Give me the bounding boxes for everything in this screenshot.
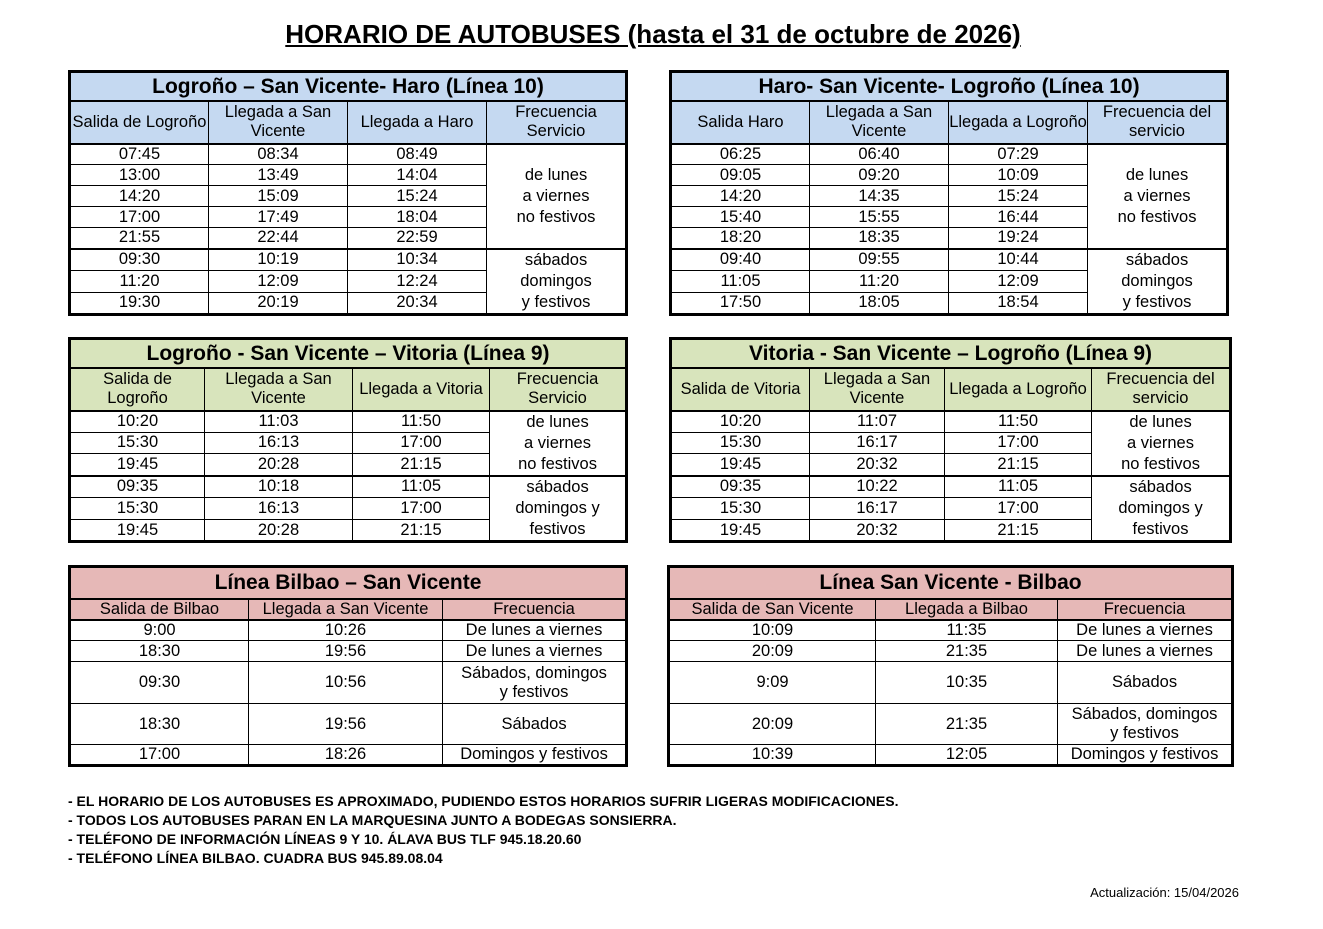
cell: 14:04 [348,165,487,186]
cell: 21:15 [353,454,490,476]
cell: 15:40 [671,207,810,228]
table-title: Línea Bilbao – San Vicente [70,567,627,599]
table-row [669,620,1233,641]
column-header: Frecuencia Servicio [487,101,627,144]
note-line: - TELÉFONO LÍNEA BILBAO. CUADRA BUS 945.89.08.04 [68,850,443,866]
cell: 20:09 [669,641,876,662]
cell: 17:00 [70,207,209,228]
page-title: HORARIO DE AUTOBUSES (hasta el 31 de octubre de 2026) [285,19,1021,49]
cell: 15:30 [70,498,205,520]
timetable-logrono-haro [68,70,628,316]
cell: De lunes a viernes [1058,641,1233,662]
cell: 12:05 [876,745,1058,766]
cell: 11:03 [205,411,353,433]
cell: 17:00 [353,432,490,454]
cell: 17:00 [70,745,249,766]
cell: 17:00 [945,498,1092,520]
column-header: Salida de San Vicente [669,599,876,620]
table-row [671,411,1231,433]
cell: 11:50 [353,411,490,433]
table-row [671,476,1231,498]
cell: 13:00 [70,165,209,186]
cell: 13:49 [209,165,348,186]
cell: 11:05 [945,476,1092,498]
cell: 20:32 [810,454,945,476]
cell: 09:30 [70,662,249,704]
cell: 09:55 [810,249,949,271]
cell: 10:39 [669,745,876,766]
column-header: Frecuencia [443,599,627,620]
cell: 19:45 [671,520,810,542]
frequency-cell: sábados domingos y festivos [487,249,627,315]
note-line: - EL HORARIO DE LOS AUTOBUSES ES APROXIMADO, PUDIENDO ESTOS HORARIOS SUFRIR LIGERAS MODIFICACIONES. [68,793,899,809]
timetable-haro-logrono [669,70,1229,316]
timetable-bilbao-san-vicente [68,565,628,767]
table-row [70,249,627,271]
table-row [669,662,1233,704]
cell: 19:56 [249,704,443,745]
cell: 14:20 [671,186,810,207]
cell: 10:34 [348,249,487,271]
column-header: Frecuencia [1058,599,1233,620]
column-header: Salida de Logroño [70,101,209,144]
column-header: Llegada a Logroño [945,368,1092,411]
column-header: Llegada a San Vicente [810,101,949,144]
table-row [70,662,627,704]
timetable-san-vicente-bilbao [667,565,1234,767]
cell: 15:30 [70,432,205,454]
cell: 15:09 [209,186,348,207]
cell: 18:26 [249,745,443,766]
cell: 18:04 [348,207,487,228]
cell: 20:34 [348,292,487,314]
cell: 10:09 [949,165,1088,186]
cell: 10:09 [669,620,876,641]
cell: 19:45 [671,454,810,476]
cell: 21:15 [353,520,490,542]
table-row [669,745,1233,766]
table-row [70,745,627,766]
cell: 18:05 [810,292,949,314]
cell: 10:19 [209,249,348,271]
cell: 11:05 [671,270,810,292]
column-header: Salida de Vitoria [671,368,810,411]
cell: 16:13 [205,498,353,520]
cell: 20:09 [669,704,876,745]
cell: 11:50 [945,411,1092,433]
cell: 9:09 [669,662,876,704]
column-header: Llegada a San Vicente [209,101,348,144]
cell: 09:35 [671,476,810,498]
column-header: Frecuencia del servicio [1092,368,1231,411]
frequency-cell: sábados domingos y festivos [490,476,627,542]
cell: 18:35 [810,228,949,249]
cell: 15:30 [671,498,810,520]
cell: 07:29 [949,144,1088,165]
frequency-cell: sábados domingos y festivos [1088,249,1228,315]
cell: 12:24 [348,270,487,292]
cell: 19:30 [70,292,209,314]
cell: 09:20 [810,165,949,186]
cell: 18:20 [671,228,810,249]
table-row [669,641,1233,662]
cell: 11:35 [876,620,1058,641]
cell: 12:09 [949,270,1088,292]
cell: 06:40 [810,144,949,165]
table-row [70,476,627,498]
cell: 21:55 [70,228,209,249]
cell: 14:20 [70,186,209,207]
cell: De lunes a viernes [443,641,627,662]
table-row [671,249,1228,271]
cell: 21:15 [945,520,1092,542]
cell: 11:20 [810,270,949,292]
cell: 10:20 [671,411,810,433]
cell: De lunes a viernes [1058,620,1233,641]
cell: 14:35 [810,186,949,207]
cell: 20:28 [205,520,353,542]
cell: 17:50 [671,292,810,314]
cell: 20:28 [205,454,353,476]
cell: 10:26 [249,620,443,641]
update-date: Actualización: 15/04/2026 [1090,885,1239,900]
frequency-cell: sábados domingos y festivos [1092,476,1231,542]
cell: Domingos y festivos [443,745,627,766]
cell: Domingos y festivos [1058,745,1233,766]
column-header: Llegada a Haro [348,101,487,144]
cell: 22:44 [209,228,348,249]
column-header: Salida de Bilbao [70,599,249,620]
cell: 08:49 [348,144,487,165]
cell: 11:20 [70,270,209,292]
timetable-logrono-vitoria [68,337,628,543]
table-row [70,704,627,745]
column-header: Salida de Logroño [70,368,205,411]
cell: 21:35 [876,704,1058,745]
cell: Sábados, domingos y festivos [1058,704,1233,745]
cell: 18:30 [70,641,249,662]
cell: 17:00 [353,498,490,520]
timetable-vitoria-logrono [669,337,1232,543]
column-header: Frecuencia Servicio [490,368,627,411]
cell: 07:45 [70,144,209,165]
cell: 16:17 [810,498,945,520]
cell: 08:34 [209,144,348,165]
table-row [70,144,627,165]
table-title: Logroño – San Vicente- Haro (Línea 10) [70,72,627,101]
column-header: Llegada a San Vicente [205,368,353,411]
cell: 10:22 [810,476,945,498]
column-header: Llegada a San Vicente [810,368,945,411]
cell: 10:56 [249,662,443,704]
cell: 09:05 [671,165,810,186]
cell: 22:59 [348,228,487,249]
table-title: Vitoria - San Vicente – Logroño (Línea 9) [671,339,1231,368]
cell: 15:55 [810,207,949,228]
cell: 10:20 [70,411,205,433]
cell: 10:44 [949,249,1088,271]
cell: De lunes a viernes [443,620,627,641]
cell: Sábados [443,704,627,745]
notes [68,792,898,868]
cell: 09:30 [70,249,209,271]
cell: 18:54 [949,292,1088,314]
table-row [669,704,1233,745]
frequency-cell: de lunes a viernes no festivos [490,411,627,476]
cell: 21:15 [945,454,1092,476]
cell: 09:40 [671,249,810,271]
cell: 11:07 [810,411,945,433]
column-header: Salida Haro [671,101,810,144]
column-header: Llegada a Bilbao [876,599,1058,620]
frequency-cell: de lunes a viernes no festivos [487,144,627,249]
cell: 15:24 [348,186,487,207]
cell: 16:17 [810,432,945,454]
cell: 20:19 [209,292,348,314]
cell: 19:56 [249,641,443,662]
table-row [70,641,627,662]
note-line: - TODOS LOS AUTOBUSES PARAN EN LA MARQUESINA JUNTO A BODEGAS SONSIERRA. [68,812,677,828]
column-header: Llegada a Logroño [949,101,1088,144]
frequency-cell: de lunes a viernes no festivos [1088,144,1228,249]
cell: Sábados [1058,662,1233,704]
table-row [70,620,627,641]
cell: 10:35 [876,662,1058,704]
cell: 11:05 [353,476,490,498]
table-title: Línea San Vicente - Bilbao [669,567,1233,599]
cell: 16:13 [205,432,353,454]
cell: 21:35 [876,641,1058,662]
column-header: Frecuencia del servicio [1088,101,1228,144]
table-row [70,411,627,433]
cell: 09:35 [70,476,205,498]
column-header: Llegada a Vitoria [353,368,490,411]
column-header: Llegada a San Vicente [249,599,443,620]
cell: 19:45 [70,520,205,542]
cell: 19:24 [949,228,1088,249]
cell: 15:24 [949,186,1088,207]
cell: 15:30 [671,432,810,454]
cell: 18:30 [70,704,249,745]
table-title: Haro- San Vicente- Logroño (Línea 10) [671,72,1228,101]
cell: 17:00 [945,432,1092,454]
frequency-cell: de lunes a viernes no festivos [1092,411,1231,476]
cell: 19:45 [70,454,205,476]
cell: 12:09 [209,270,348,292]
cell: 10:18 [205,476,353,498]
table-row [671,144,1228,165]
cell: 9:00 [70,620,249,641]
cell: Sábados, domingos y festivos [443,662,627,704]
table-title: Logroño - San Vicente – Vitoria (Línea 9) [70,339,627,368]
cell: 17:49 [209,207,348,228]
cell: 16:44 [949,207,1088,228]
note-line: - TELÉFONO DE INFORMACIÓN LÍNEAS 9 Y 10. ÁLAVA BUS TLF 945.18.20.60 [68,831,582,847]
cell: 06:25 [671,144,810,165]
cell: 20:32 [810,520,945,542]
